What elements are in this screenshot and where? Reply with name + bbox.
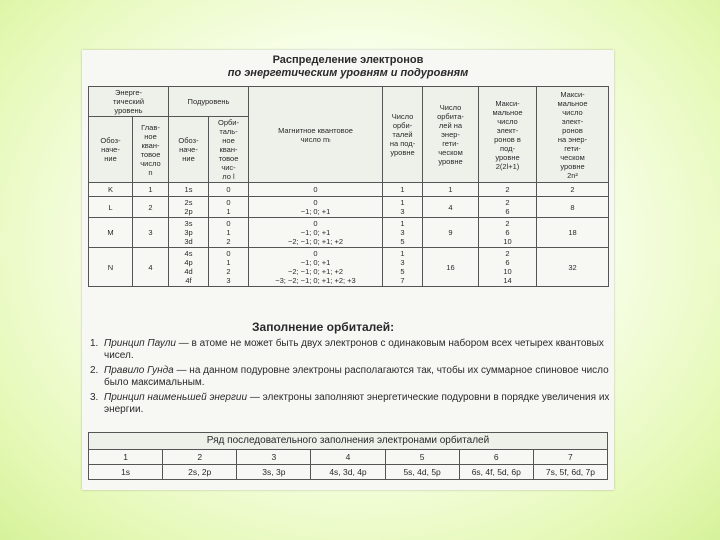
- header-level-symbol: Обоз- наче- ние: [89, 117, 133, 183]
- sequence-numbers-row: [89, 450, 608, 465]
- cell-max-sub: 2 6: [479, 197, 537, 218]
- cell-sub: 3s 3p 3d: [169, 218, 209, 248]
- cell-orb: 1 3: [383, 197, 423, 218]
- sequence-number: 1: [89, 450, 163, 465]
- cell-m: 0 −1; 0; +1 −2; −1; 0; +1; +2: [249, 218, 383, 248]
- rule-number: 1.: [90, 338, 99, 349]
- cell-n: 1: [133, 183, 169, 197]
- sequence-header-row: [89, 433, 608, 450]
- cell-orb-level: 9: [423, 218, 479, 248]
- cell-orb: 1: [383, 183, 423, 197]
- sequence-value: 5s, 4d, 5p: [385, 465, 459, 480]
- cell-level: M: [89, 218, 133, 248]
- rule-name: Правило Гунда: [104, 365, 174, 376]
- sequence-value: 4s, 3d, 4p: [311, 465, 385, 480]
- cell-max-sub: 2: [479, 183, 537, 197]
- header-row-1: [89, 87, 609, 117]
- sequence-value: 7s, 5f, 6d, 7p: [533, 465, 607, 480]
- header-main-qn: Глав- ное кван- товое число n: [133, 117, 169, 183]
- header-orbital-qn: Орби- таль- ное кван- товое чис- ло l: [209, 117, 249, 183]
- page-title: [82, 54, 614, 80]
- header-orbitals-sub: Число орби- талей на под- уровне: [383, 87, 423, 183]
- title-line: Распределение электронов: [272, 54, 424, 66]
- cell-m: 0 −1; 0; +1: [249, 197, 383, 218]
- distribution-table: [88, 86, 609, 287]
- sequence-title: Ряд последовательного заполнения электронами орбиталей: [89, 433, 608, 450]
- table-row: [89, 218, 609, 248]
- cell-level: L: [89, 197, 133, 218]
- header-magnetic: Магнитное квантовое число mₗ: [249, 87, 383, 183]
- cell-m: 0 −1; 0; +1 −2; −1; 0; +1; +2 −3; −2; −1; 0; +1; +2; +3: [249, 248, 383, 287]
- filling-rules: [90, 338, 610, 419]
- sequence-value: 2s, 2p: [163, 465, 237, 480]
- cell-sub: 2s 2p: [169, 197, 209, 218]
- sequence-number: 4: [311, 450, 385, 465]
- rule-name: Принцип наименьшей энергии: [104, 392, 248, 403]
- header-sub-symbol: Обоз- наче- ние: [169, 117, 209, 183]
- rule-body: [104, 338, 610, 362]
- cell-m: 0: [249, 183, 383, 197]
- sequence-value: 3s, 3p: [237, 465, 311, 480]
- cell-l: 0: [209, 183, 249, 197]
- sequence-value: 1s: [89, 465, 163, 480]
- document-page: [82, 50, 614, 490]
- rule-item: [90, 392, 610, 416]
- cell-level: N: [89, 248, 133, 287]
- sequence-values-row: [89, 465, 608, 480]
- cell-orb-level: 16: [423, 248, 479, 287]
- rule-text: — на данном подуровне электроны располагаются так, чтобы их суммарное спиновое число было максимальным.: [104, 365, 609, 388]
- cell-l: 0 1 2: [209, 218, 249, 248]
- filling-title: Заполнение орбиталей:: [252, 320, 395, 334]
- cell-sub: 4s 4p 4d 4f: [169, 248, 209, 287]
- sequence-number: 3: [237, 450, 311, 465]
- cell-n: 2: [133, 197, 169, 218]
- cell-orb: 1 3 5: [383, 218, 423, 248]
- cell-orb: 1 3 5 7: [383, 248, 423, 287]
- cell-max-sub: 2 6 10: [479, 218, 537, 248]
- cell-max-level: 32: [537, 248, 609, 287]
- cell-n: 4: [133, 248, 169, 287]
- sequence-number: 2: [163, 450, 237, 465]
- cell-max-level: 18: [537, 218, 609, 248]
- table-row: [89, 197, 609, 218]
- cell-level: K: [89, 183, 133, 197]
- sequence-value: 6s, 4f, 5d, 6p: [459, 465, 533, 480]
- cell-n: 3: [133, 218, 169, 248]
- sequence-number: 6: [459, 450, 533, 465]
- cell-sub: 1s: [169, 183, 209, 197]
- cell-max-level: 8: [537, 197, 609, 218]
- sequence-table: [88, 432, 608, 480]
- cell-orb-level: 1: [423, 183, 479, 197]
- table-row: [89, 183, 609, 197]
- rule-number: 2.: [90, 365, 99, 376]
- cell-l: 0 1: [209, 197, 249, 218]
- rule-item: [90, 365, 610, 389]
- cell-orb-level: 4: [423, 197, 479, 218]
- table-row: [89, 248, 609, 287]
- header-sublevel: Подуровень: [169, 87, 249, 117]
- rule-text: — в атоме не может быть двух электронов с одинаковым набором всех четырех квантовых чисел.: [104, 338, 604, 361]
- cell-max-level: 2: [537, 183, 609, 197]
- rule-item: [90, 338, 610, 362]
- rule-number: 3.: [90, 392, 99, 403]
- rule-text: — электроны заполняют энергетические подуровни в порядке увеличения их энергии.: [104, 392, 610, 415]
- rule-name: Принцип Паули: [104, 338, 176, 349]
- subtitle-line: по энергетическим уровням и подуровням: [227, 67, 469, 79]
- header-max-sub: Макси- мальное число элект- ронов в под- уровне 2(2l+1): [479, 87, 537, 183]
- header-level: Энерге- тический уровень: [89, 87, 169, 117]
- cell-max-sub: 2 6 10 14: [479, 248, 537, 287]
- sequence-number: 5: [385, 450, 459, 465]
- sequence-number: 7: [533, 450, 607, 465]
- header-max-level: Макси- мальное число элект- ронов на энер- гети- ческом уровне 2n²: [537, 87, 609, 183]
- cell-l: 0 1 2 3: [209, 248, 249, 287]
- rule-body: [104, 365, 610, 389]
- header-orbitals-level: Число орбита- лей на энер- гети- ческом уровне: [423, 87, 479, 183]
- rule-body: [104, 392, 610, 416]
